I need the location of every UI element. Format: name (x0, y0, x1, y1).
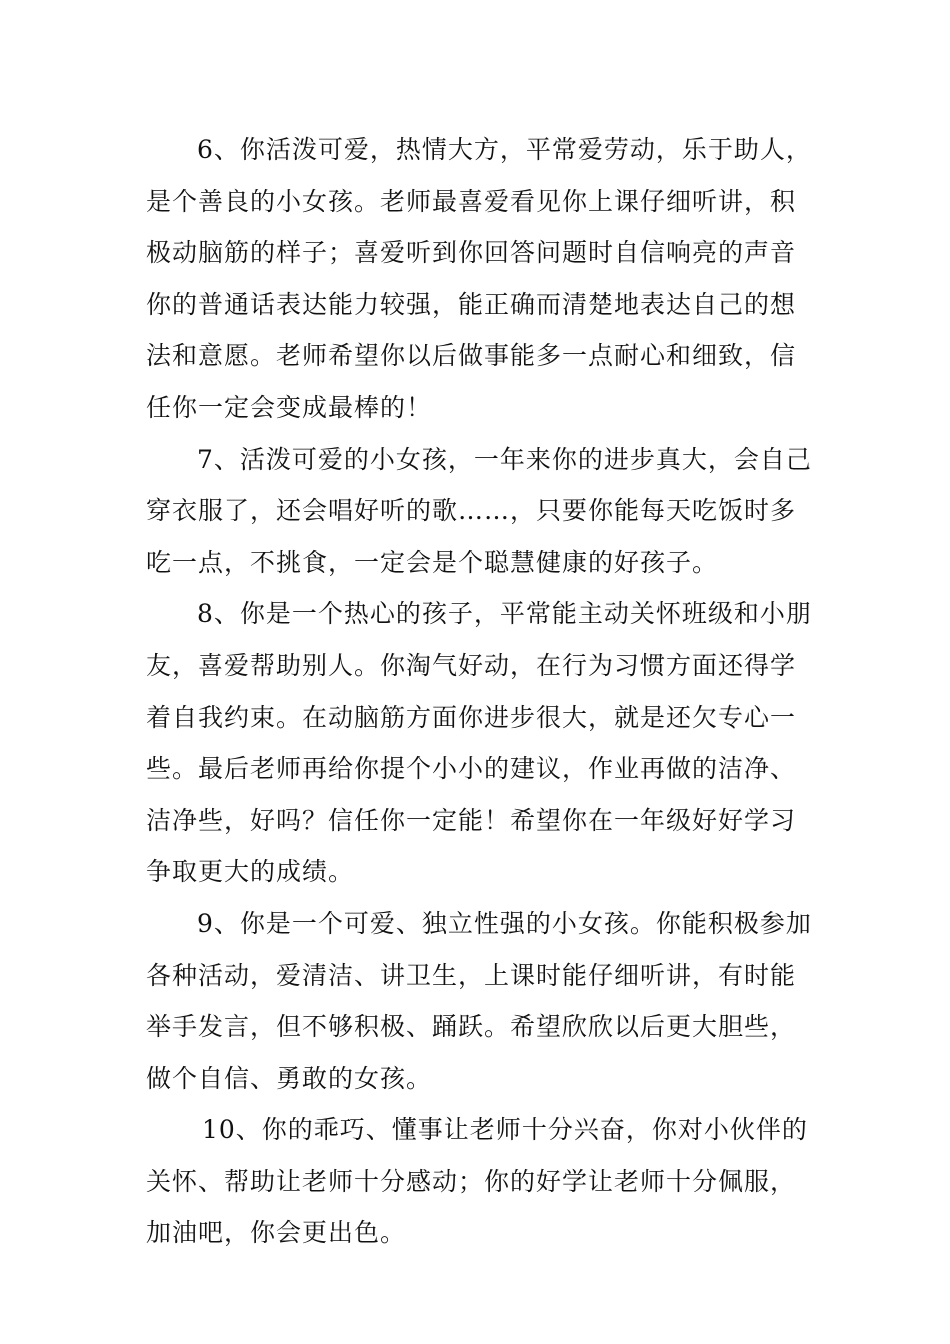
paragraph-8 (146, 588, 810, 898)
paragraph-line: 任你一定会变成最棒的！ (146, 392, 433, 422)
paragraph-line: 是个善良的小女孩。老师最喜爱看见你上课仔细听讲，积 (146, 186, 797, 216)
paragraph-line: 争取更大的成绩。 (146, 857, 355, 887)
paragraph-line: 10、你的乖巧、懂事让老师十分兴奋，你对小伙伴的 (202, 1115, 808, 1145)
paragraph-line: 做个自信、勇敢的女孩。 (146, 1063, 433, 1093)
paragraph-line: 穿衣服了，还会唱好听的歌……，只要你能每天吃饭时多 (146, 496, 797, 526)
paragraph-line: 友，喜爱帮助别人。你淘气好动，在行为习惯方面还得学 (146, 650, 797, 680)
paragraph-line: 关怀、帮助让老师十分感动；你的好学让老师十分佩服， (146, 1166, 797, 1196)
paragraph-line: 举手发言，但不够积极、踊跃。希望欣欣以后更大胆些， (146, 1012, 797, 1042)
paragraph-line: 法和意愿。老师希望你以后做事能多一点耐心和细致，信 (146, 341, 797, 371)
paragraph-line: 些。最后老师再给你提个小小的建议，作业再做的洁净、 (146, 754, 797, 784)
paragraph-10 (146, 1104, 810, 1259)
paragraph-line: 6、你活泼可爱，热情大方，平常爱劳动，乐于助人， (197, 135, 812, 164)
paragraph-line: 洁净些，好吗？信任你一定能！希望你在一年级好好学习 (146, 805, 797, 835)
paragraph-line: 吃一点，不挑食，一定会是个聪慧健康的好孩子。 (146, 547, 719, 577)
paragraph-line: 9、你是一个可爱、独立性强的小女孩。你能积极参加 (197, 908, 812, 938)
paragraph-line: 着自我约束。在动脑筋方面你进步很大，就是还欠专心一 (146, 702, 797, 732)
paragraph-line: 你的普通话表达能力较强，能正确而清楚地表达自己的想 (146, 289, 797, 319)
paragraph-6 (146, 124, 810, 434)
paragraph-9 (146, 898, 810, 1104)
document-body (146, 124, 810, 1259)
paragraph-7 (146, 434, 810, 589)
paragraph-line: 7、活泼可爱的小女孩，一年来你的进步真大，会自己 (197, 444, 812, 474)
paragraph-line: 加油吧，你会更出色。 (146, 1218, 407, 1248)
paragraph-line: 极动脑筋的样子；喜爱听到你回答问题时自信响亮的声音 (146, 238, 797, 268)
paragraph-line: 8、你是一个热心的孩子，平常能主动关怀班级和小朋 (197, 599, 812, 629)
paragraph-line: 各种活动，爱清洁、讲卫生，上课时能仔细听讲，有时能 (146, 960, 797, 990)
